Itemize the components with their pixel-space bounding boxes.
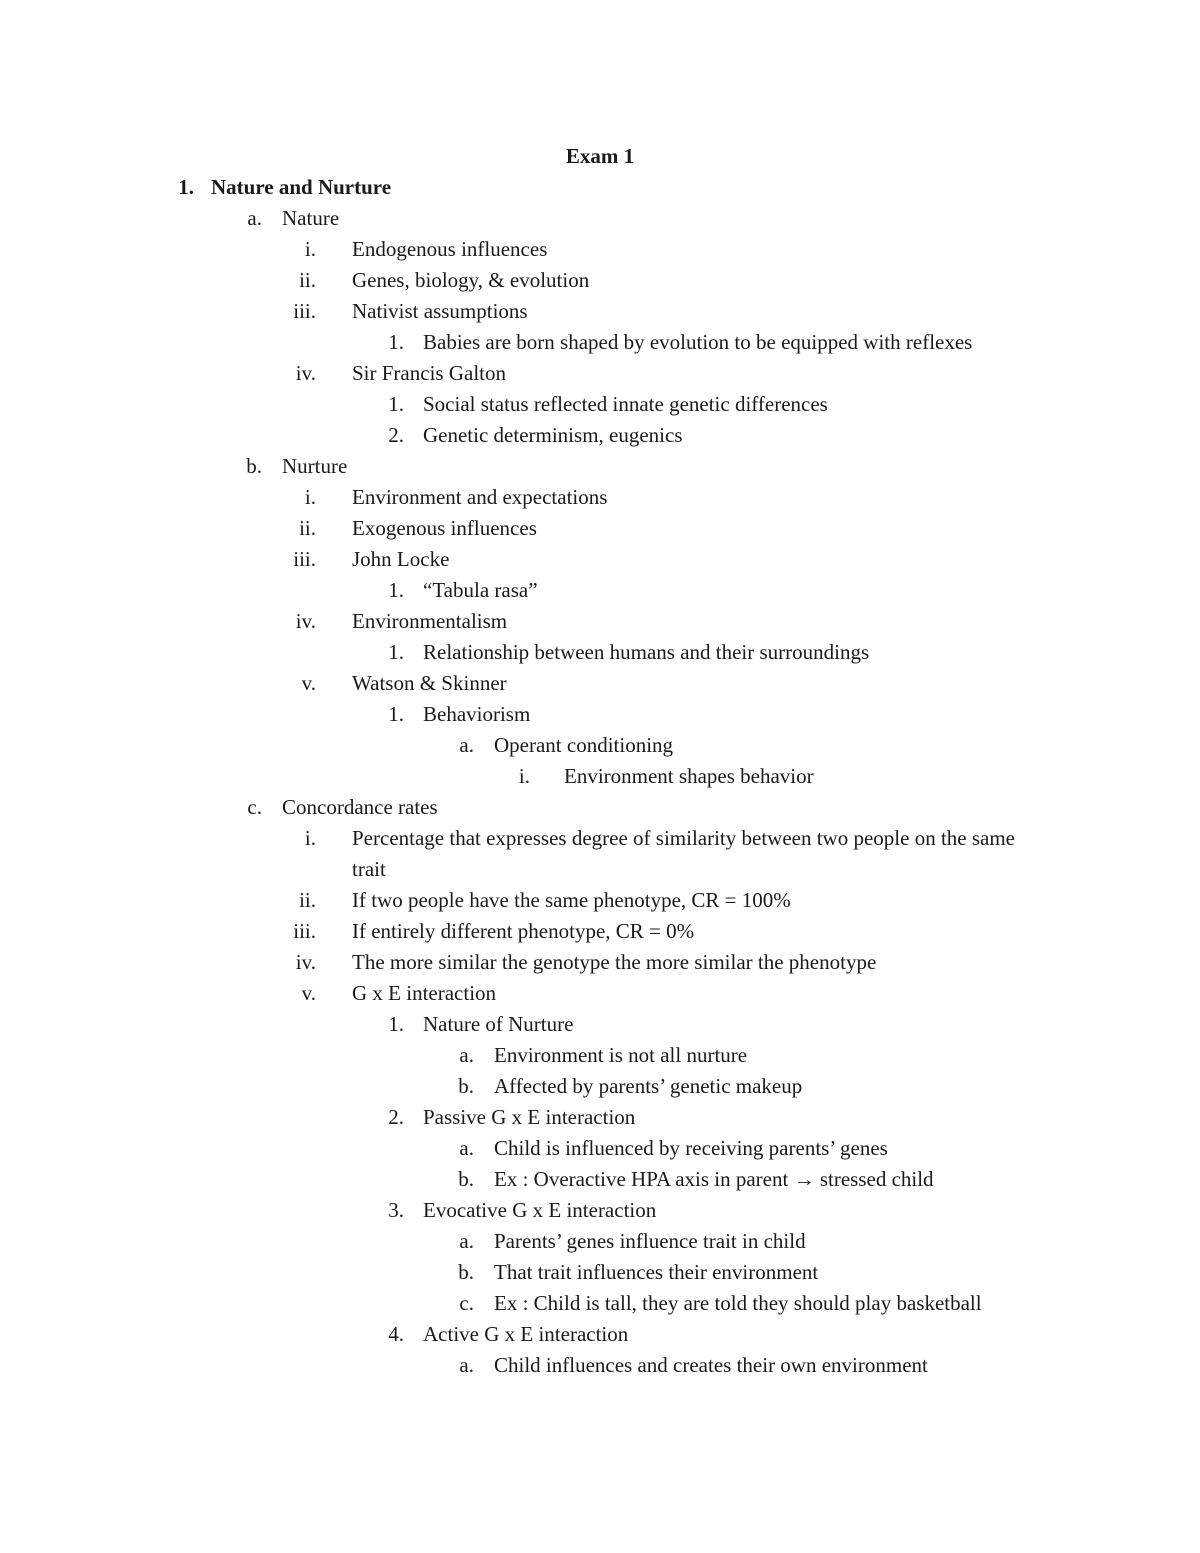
outline-item-text: Sir Francis Galton: [352, 361, 506, 385]
outline-item-text: Genetic determinism, eugenics: [423, 423, 683, 447]
outline-item: [0, 389, 1200, 420]
outline-item-text: Environmentalism: [352, 609, 508, 633]
outline-item-text: Nature and Nurture: [211, 175, 392, 199]
outline-item-marker: 1.: [388, 1012, 404, 1036]
outline-item-text: Watson & Skinner: [352, 671, 507, 695]
outline-item-marker: 1.: [388, 640, 404, 664]
outline-item-text: If entirely different phenotype, CR = 0%: [352, 919, 695, 943]
outline-item-text: Concordance rates: [282, 795, 438, 819]
outline-item: [0, 358, 1200, 389]
outline-item-marker: 1.: [178, 175, 194, 199]
outline-item: [0, 203, 1200, 234]
outline-item: [0, 265, 1200, 296]
outline-item-marker: c.: [247, 795, 262, 819]
outline-item-marker: iii.: [293, 919, 316, 943]
outline-item-marker: iii.: [293, 299, 316, 323]
outline-item: [0, 513, 1200, 544]
outline-item: [0, 792, 1200, 823]
outline-item-marker: i.: [518, 764, 530, 788]
outline-item-text: John Locke: [352, 547, 450, 571]
outline-item-text: Child influences and creates their own environment: [494, 1353, 928, 1377]
outline-item-marker: a.: [459, 1136, 474, 1160]
outline-item-text: Social status reflected innate genetic differences: [423, 392, 828, 416]
outline-item-text: Active G x E interaction: [423, 1322, 629, 1346]
outline-item-marker: 1.: [388, 702, 404, 726]
outline-item-text: Behaviorism: [423, 702, 531, 726]
outline-item: [0, 451, 1200, 482]
outline-item-text: Exogenous influences: [352, 516, 537, 540]
outline-item-marker: a.: [459, 1353, 474, 1377]
outline-item-marker: a.: [459, 1229, 474, 1253]
outline-item-marker: ii.: [299, 268, 316, 292]
outline-item-marker: 1.: [388, 392, 404, 416]
outline-item-marker: 2.: [388, 1105, 404, 1129]
outline-item: [0, 761, 1200, 792]
outline-item: [0, 823, 1200, 885]
outline-item: [0, 1133, 1200, 1164]
outline-list: [0, 172, 1200, 1381]
outline-item-marker: a.: [459, 1043, 474, 1067]
outline-item-marker: ii.: [299, 516, 316, 540]
outline-item-marker: iv.: [295, 609, 316, 633]
outline-item-text: Environment and expectations: [352, 485, 608, 509]
outline-item: [0, 637, 1200, 668]
page-title: Exam 1: [565, 144, 635, 168]
outline-item-text: Environment shapes behavior: [564, 764, 814, 788]
outline-item-text: Environment is not all nurture: [494, 1043, 748, 1067]
outline-item: [0, 172, 1200, 203]
outline-item: [0, 1226, 1200, 1257]
outline-item-marker: v.: [301, 981, 316, 1005]
outline-item-marker: b.: [458, 1167, 474, 1191]
outline-item-marker: i.: [304, 237, 316, 261]
outline-item: [0, 1195, 1200, 1226]
outline-item: [0, 947, 1200, 978]
outline-item-marker: a.: [459, 733, 474, 757]
outline-item-text: Nurture: [282, 454, 348, 478]
outline-item: [0, 730, 1200, 761]
outline-item-text: Ex : Child is tall, they are told they should play basketball: [494, 1291, 982, 1315]
outline-item-text: Evocative G x E interaction: [423, 1198, 657, 1222]
outline-item-marker: 4.: [388, 1322, 404, 1346]
outline-item-marker: b.: [246, 454, 262, 478]
outline-item-marker: i.: [304, 826, 316, 850]
outline-item-text: Nature of Nurture: [423, 1012, 574, 1036]
outline-item-marker: v.: [301, 671, 316, 695]
outline-item: [0, 296, 1200, 327]
outline-item-text: Genes, biology, & evolution: [352, 268, 590, 292]
outline-item: [0, 1350, 1200, 1381]
outline-item-marker: b.: [458, 1074, 474, 1098]
outline-item-text: Ex : Overactive HPA axis in parent → stressed child: [494, 1167, 934, 1191]
outline-item: [0, 327, 1200, 358]
outline-item: [0, 1040, 1200, 1071]
outline-item: [0, 420, 1200, 451]
outline-item-text: Affected by parents’ genetic makeup: [494, 1074, 803, 1098]
outline-item-text: That trait influences their environment: [494, 1260, 819, 1284]
outline-item-marker: c.: [459, 1291, 474, 1315]
outline-item-marker: 2.: [388, 423, 404, 447]
outline-item-marker: a.: [247, 206, 262, 230]
outline-item: [0, 1257, 1200, 1288]
outline-item: [0, 234, 1200, 265]
outline-item: [0, 699, 1200, 730]
outline-item-marker: 1.: [388, 578, 404, 602]
outline-item: [0, 916, 1200, 947]
outline-item-text: Percentage that expresses degree of similarity between two people on the same trait: [352, 826, 1016, 881]
outline-item-text: Endogenous influences: [352, 237, 548, 261]
outline-item-text: The more similar the genotype the more similar the phenotype: [352, 950, 877, 974]
outline-item: [0, 978, 1200, 1009]
outline-item: [0, 482, 1200, 513]
outline-item-text: “Tabula rasa”: [423, 578, 538, 602]
outline-item: [0, 1071, 1200, 1102]
outline-item: [0, 885, 1200, 916]
outline-item: [0, 1288, 1200, 1319]
outline-item-text: Passive G x E interaction: [423, 1105, 636, 1129]
outline-item: [0, 1009, 1200, 1040]
outline-item: [0, 575, 1200, 606]
outline-item: [0, 1102, 1200, 1133]
outline-item-text: If two people have the same phenotype, CR = 100%: [352, 888, 791, 912]
outline-item-marker: b.: [458, 1260, 474, 1284]
outline-item-text: Nativist assumptions: [352, 299, 528, 323]
outline-item-text: G x E interaction: [352, 981, 497, 1005]
outline-item-marker: ii.: [299, 888, 316, 912]
outline-item-marker: iii.: [293, 547, 316, 571]
outline-item: [0, 1319, 1200, 1350]
outline-item-marker: iv.: [295, 950, 316, 974]
outline-item-text: Parents’ genes influence trait in child: [494, 1229, 806, 1253]
outline-item-text: Operant conditioning: [494, 733, 674, 757]
outline-item-marker: 3.: [388, 1198, 404, 1222]
outline-item-marker: 1.: [388, 330, 404, 354]
outline-item-marker: i.: [304, 485, 316, 509]
outline-item-marker: iv.: [295, 361, 316, 385]
outline-item-text: Nature: [282, 206, 340, 230]
outline-item: [0, 1164, 1200, 1195]
outline-item-text: Relationship between humans and their surroundings: [423, 640, 870, 664]
outline-item: [0, 668, 1200, 699]
outline-item-text: Child is influenced by receiving parents’ genes: [494, 1136, 888, 1160]
outline-item-text: Babies are born shaped by evolution to be equipped with reflexes: [423, 330, 973, 354]
outline-item: [0, 606, 1200, 637]
outline-item: [0, 544, 1200, 575]
